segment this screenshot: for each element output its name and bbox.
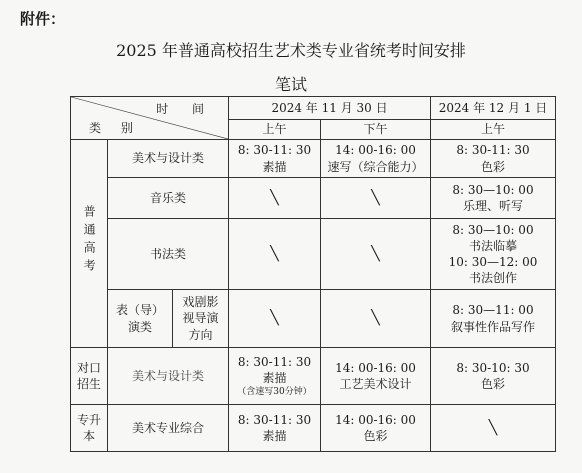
session-am-dec1: 上午	[431, 120, 556, 140]
category-label: 美术与设计类	[108, 140, 229, 178]
group-putong-gaokao	[71, 140, 108, 348]
subcategory-label: 戏剧影视导演方向	[173, 290, 229, 348]
table-row	[71, 405, 556, 452]
time-text: 8: 30—10: 00	[452, 182, 534, 197]
schedule-cell	[431, 290, 556, 348]
table-row	[71, 348, 556, 405]
page-title: 2025 年普通高校招生艺术类专业省统考时间安排	[116, 41, 466, 60]
empty-slash: ╲	[321, 219, 431, 290]
category-label: 音乐类	[108, 178, 229, 219]
empty-slash: ╲	[229, 219, 321, 290]
time-text: 8: 30-11: 30	[237, 412, 312, 427]
empty-slash: ╲	[229, 290, 321, 348]
time-text: 8: 30-10: 30	[456, 360, 530, 375]
schedule-cell	[321, 405, 431, 452]
corner-category-label: 类 别	[89, 120, 141, 135]
subject-text: 色彩	[481, 159, 506, 174]
schedule-table	[70, 96, 556, 452]
session-am-nov30: 上午	[229, 120, 321, 140]
corner-time-label: 时 间	[156, 102, 215, 116]
table-row	[71, 290, 556, 348]
schedule-cell	[431, 178, 556, 219]
schedule-cell	[431, 348, 556, 405]
category-label: 书法类	[108, 219, 229, 290]
subject-text: 素描	[262, 429, 287, 443]
table-row	[71, 178, 556, 219]
time-text: 8: 30—10: 00	[452, 222, 534, 237]
empty-slash: ╲	[431, 405, 556, 452]
group-zhuanshengben: 专升本	[71, 405, 108, 452]
subject-text: 叙事性作品写作	[451, 319, 536, 334]
header-row-dates	[71, 97, 556, 120]
schedule-cell	[431, 140, 556, 178]
group-duikou: 对口招生	[71, 348, 108, 405]
subject-text: 素描	[262, 370, 287, 385]
category-label: 美术专业综合	[108, 405, 229, 452]
page-subtitle: 笔试	[274, 75, 307, 94]
group-label: 普通高考	[82, 205, 97, 278]
session-pm-nov30: 下午	[321, 120, 431, 140]
empty-slash: ╲	[321, 178, 431, 219]
attachment-label: 附件：	[20, 10, 66, 28]
table-row	[71, 140, 556, 178]
schedule-cell	[431, 219, 556, 290]
time-text: 14: 00-16: 00	[335, 143, 416, 158]
schedule-cell	[229, 405, 321, 452]
time-text: 8: 30-11: 30	[237, 354, 312, 369]
subject-text: 色彩	[481, 377, 506, 391]
category-label: 美术与设计类	[108, 348, 229, 405]
subject-text: 书法临摹	[469, 238, 518, 253]
schedule-cell	[229, 348, 321, 405]
time-text: 14: 00-16: 00	[335, 360, 416, 375]
time-text: 8: 30-11: 30	[456, 143, 530, 158]
note-text: （含速写30分钟）	[237, 387, 312, 398]
time-text: 8: 30—11: 00	[452, 303, 534, 318]
time-text: 8: 30-11: 30	[237, 143, 312, 158]
schedule-cell	[229, 140, 321, 178]
subject-text: 乐理、听写	[463, 199, 524, 213]
subject-text: 素描	[262, 159, 287, 174]
subject-text: 速写（综合能力）	[327, 159, 424, 174]
corner-cell	[71, 97, 229, 140]
subject-text: 工艺美术设计	[339, 377, 412, 391]
time-text: 10: 30—12: 00	[448, 255, 538, 269]
time-text: 14: 00-16: 00	[335, 412, 416, 427]
schedule-cell	[321, 140, 431, 178]
schedule-cell	[321, 348, 431, 405]
table-row	[71, 219, 556, 290]
date-header-dec1: 2024 年 12 月 1 日	[431, 97, 556, 120]
subject-text: 书法创作	[469, 271, 518, 286]
category-label: 表（导）演类	[108, 290, 173, 348]
empty-slash: ╲	[229, 178, 321, 219]
date-header-nov30: 2024 年 11 月 30 日	[229, 97, 431, 120]
empty-slash: ╲	[321, 290, 431, 348]
subject-text: 色彩	[363, 429, 388, 443]
